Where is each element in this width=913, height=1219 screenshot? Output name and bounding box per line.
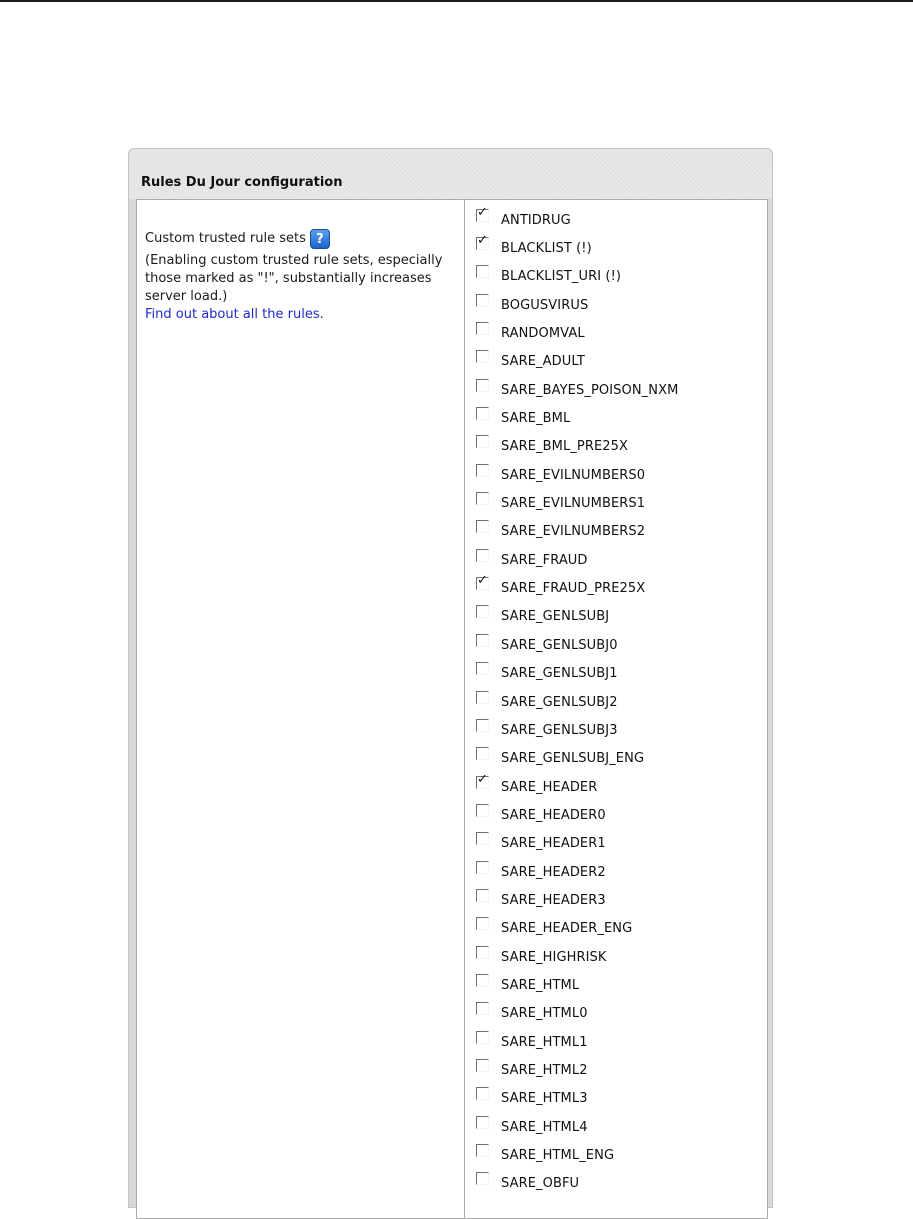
rule-item[interactable]	[476, 1141, 756, 1169]
rule-checkbox[interactable]	[476, 1002, 489, 1015]
rule-label: SARE_HTML	[501, 977, 580, 993]
rule-label: SARE_EVILNUMBERS0	[501, 467, 646, 483]
rule-label: SARE_GENLSUBJ0	[501, 637, 618, 653]
checkmark-icon: ✓	[477, 573, 488, 589]
rule-checkbox[interactable]	[476, 435, 489, 448]
rule-item[interactable]	[476, 234, 756, 262]
rule-checkbox[interactable]	[476, 322, 489, 335]
rule-checkbox[interactable]	[476, 946, 489, 959]
rule-label: SARE_FRAUD_PRE25X	[501, 581, 646, 597]
rule-label: SARE_HTML1	[501, 1034, 588, 1050]
rule-item[interactable]	[476, 489, 756, 517]
rule-label: SARE_HEADER1	[501, 836, 606, 852]
rule-checkbox[interactable]	[476, 549, 489, 562]
rule-item[interactable]	[476, 1000, 756, 1028]
rule-label: SARE_HTML2	[501, 1062, 588, 1078]
rule-checkbox[interactable]	[476, 662, 489, 675]
panel-title: Rules Du Jour configuration	[141, 175, 343, 190]
rule-label: SARE_BML	[501, 411, 571, 427]
rule-item[interactable]	[476, 688, 756, 716]
rule-item[interactable]	[476, 660, 756, 688]
rule-item[interactable]	[476, 376, 756, 404]
rule-checkbox[interactable]	[476, 573, 489, 590]
rule-checkbox[interactable]	[476, 1172, 489, 1185]
rule-item[interactable]	[476, 404, 756, 432]
rule-label: BLACKLIST_URI (!)	[501, 269, 622, 285]
rule-label: SARE_HIGHRISK	[501, 949, 607, 965]
rule-checkbox[interactable]	[476, 771, 489, 789]
column-divider	[464, 200, 465, 1218]
rule-label: RANDOMVAL	[501, 326, 585, 342]
panel-header	[129, 149, 772, 199]
rule-checkbox[interactable]	[476, 691, 489, 704]
help-icon[interactable]: ?	[310, 229, 330, 249]
rule-checkbox[interactable]	[476, 204, 489, 222]
rule-checkbox[interactable]	[476, 294, 489, 307]
rule-label: SARE_BAYES_POISON_NXM	[501, 382, 679, 398]
rules-du-jour-panel	[128, 148, 773, 1208]
rule-checkbox[interactable]	[476, 1059, 489, 1072]
rule-label: SARE_GENLSUBJ3	[501, 722, 618, 738]
checkmark-icon: ✓	[477, 233, 488, 249]
rule-item[interactable]	[476, 319, 756, 347]
rule-label: SARE_GENLSUBJ2	[501, 694, 618, 710]
rule-checkbox[interactable]	[476, 379, 489, 392]
rule-label: SARE_HEADER3	[501, 892, 606, 908]
rule-checkbox[interactable]	[476, 1116, 489, 1129]
rule-label: SARE_HEADER0	[501, 807, 606, 823]
rule-checkbox[interactable]	[476, 832, 489, 845]
panel-body	[136, 199, 768, 1219]
rule-checkbox[interactable]	[476, 889, 489, 902]
rule-label: BLACKLIST (!)	[501, 241, 592, 257]
rule-label: SARE_HEADER	[501, 779, 598, 795]
rule-set-list	[476, 206, 756, 1198]
rule-item[interactable]	[476, 461, 756, 489]
rule-item[interactable]	[476, 915, 756, 943]
settings-description	[145, 228, 445, 324]
rule-item[interactable]	[476, 801, 756, 829]
rule-label: SARE_HEADER2	[501, 864, 606, 880]
rule-item[interactable]	[476, 858, 756, 886]
rule-item[interactable]	[476, 574, 756, 602]
rule-item[interactable]	[476, 433, 756, 461]
rule-item[interactable]	[476, 943, 756, 971]
rule-item[interactable]	[476, 1028, 756, 1056]
rule-checkbox[interactable]	[476, 1144, 489, 1157]
rules-info-link[interactable]: Find out about all the rules.	[145, 307, 324, 322]
rule-checkbox[interactable]	[476, 407, 489, 420]
rule-label: SARE_HTML_ENG	[501, 1148, 615, 1164]
rule-item[interactable]	[476, 263, 756, 291]
rule-item[interactable]	[476, 773, 756, 801]
rule-item[interactable]	[476, 1085, 756, 1113]
rule-checkbox[interactable]	[476, 233, 489, 250]
rule-checkbox[interactable]	[476, 719, 489, 732]
checkmark-icon: ✓	[477, 204, 488, 220]
rule-item[interactable]	[476, 830, 756, 858]
server-load-note: (Enabling custom trusted rule sets, especially those marked as "!", substantially increases server load.)	[145, 253, 443, 304]
rule-label: SARE_GENLSUBJ	[501, 609, 610, 625]
top-divider	[0, 0, 913, 2]
setting-label: Custom trusted rule sets	[145, 231, 306, 246]
rule-checkbox[interactable]	[476, 1087, 489, 1100]
rule-item[interactable]	[476, 291, 756, 319]
rule-item[interactable]	[476, 745, 756, 773]
rule-label: SARE_HEADER_ENG	[501, 921, 633, 937]
rule-item[interactable]	[476, 886, 756, 914]
rule-label: SARE_EVILNUMBERS2	[501, 524, 646, 540]
rule-label: SARE_GENLSUBJ_ENG	[501, 751, 645, 767]
rule-label: BOGUSVIRUS	[501, 297, 589, 313]
rule-item[interactable]	[476, 971, 756, 999]
rule-item[interactable]	[476, 716, 756, 744]
rule-checkbox[interactable]	[476, 917, 489, 930]
rule-checkbox[interactable]	[476, 974, 489, 987]
rule-label: SARE_OBFU	[501, 1176, 580, 1192]
rule-label: SARE_HTML4	[501, 1119, 588, 1135]
rule-item[interactable]	[476, 546, 756, 574]
rule-checkbox[interactable]	[476, 861, 489, 874]
rule-label: SARE_HTML3	[501, 1091, 588, 1107]
rule-item[interactable]	[476, 206, 756, 234]
rule-item[interactable]	[476, 348, 756, 376]
rule-checkbox[interactable]	[476, 464, 489, 477]
rule-item[interactable]	[476, 518, 756, 546]
rule-checkbox[interactable]	[476, 492, 489, 505]
rule-checkbox[interactable]	[476, 804, 489, 817]
setting-label-row	[145, 228, 445, 250]
rule-item[interactable]	[476, 1056, 756, 1084]
rule-label: SARE_BML_PRE25X	[501, 439, 629, 455]
rule-checkbox[interactable]	[476, 747, 489, 760]
rule-label: SARE_GENLSUBJ1	[501, 666, 618, 682]
rule-item[interactable]	[476, 603, 756, 631]
checkmark-icon: ✓	[477, 771, 488, 787]
rule-checkbox[interactable]	[476, 350, 489, 363]
rule-checkbox[interactable]	[476, 265, 489, 278]
rule-label: SARE_ADULT	[501, 354, 585, 370]
rule-checkbox[interactable]	[476, 605, 489, 618]
rule-checkbox[interactable]	[476, 520, 489, 533]
rule-item[interactable]	[476, 631, 756, 659]
rule-label: ANTIDRUG	[501, 212, 571, 228]
rule-checkbox[interactable]	[476, 634, 489, 647]
rule-label: SARE_FRAUD	[501, 552, 588, 568]
rule-item[interactable]	[476, 1113, 756, 1141]
rule-checkbox[interactable]	[476, 1031, 489, 1044]
rule-label: SARE_HTML0	[501, 1006, 588, 1022]
rule-label: SARE_EVILNUMBERS1	[501, 496, 646, 512]
